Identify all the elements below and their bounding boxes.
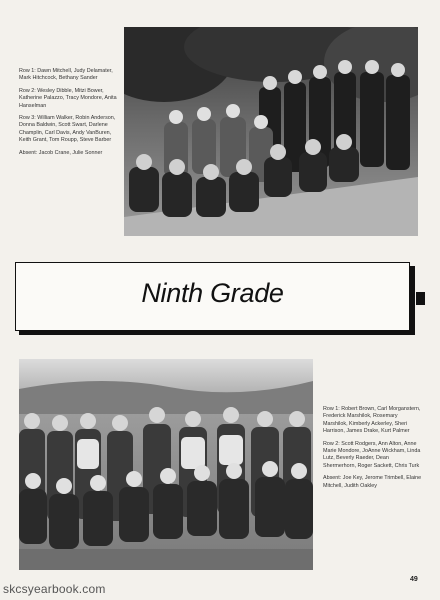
class-photo-top: [124, 27, 418, 236]
section-title: Ninth Grade: [141, 278, 284, 308]
caption-row-1: Row 1: Robert Brown, Carl Morganstern, Frederick Marshilok, Rosemary Marshilok, Kimberly Ackerley, Sheri Harrison, James Drake, Kurt Palmer: [323, 406, 421, 435]
page-number: 49: [410, 576, 418, 583]
title-box-shadow: [19, 331, 415, 335]
site-watermark: skcsyearbook.com: [3, 582, 106, 596]
caption-row-3: Row 3: William Walker, Robin Anderson, Donna Baldwin, Scott Swart, Darlene Champlin, Carl Davis, Andy VanBuren, Keith Grant, Tom Roupp, Steve Barber: [19, 115, 116, 144]
bottom-photo-caption: [323, 406, 423, 495]
caption-absent: Absent: Joe Key, Jerome Trimbell, Elaine Mitchell, Judith Oakley: [323, 475, 422, 489]
class-photo-bottom: [19, 359, 313, 570]
caption-row-2: Row 2: Scott Rodgers, Ann Alton, Anne Marie Mondore, JoAnne Wickham, Linda Lutz, Beverly Raeder, Dean Shermerhorn, Roger Sackett, Chris Turk: [323, 440, 421, 469]
caption-row-1: Row 1: Dawn Mitchell, Judy Delamater, Mark Hitchcock, Bethany Sander: [19, 68, 113, 82]
caption-absent: Absent: Jacob Crane, Julie Sonner: [19, 149, 103, 156]
top-photo-caption: [19, 68, 119, 162]
title-box-shadow: [410, 266, 415, 335]
page-tab-marker: [416, 292, 425, 305]
caption-row-2: Row 2: Wesley Dibble, Mitzi Bower, Katherine Palazzo, Tracy Mondore, Anita Hanselman: [19, 87, 117, 109]
